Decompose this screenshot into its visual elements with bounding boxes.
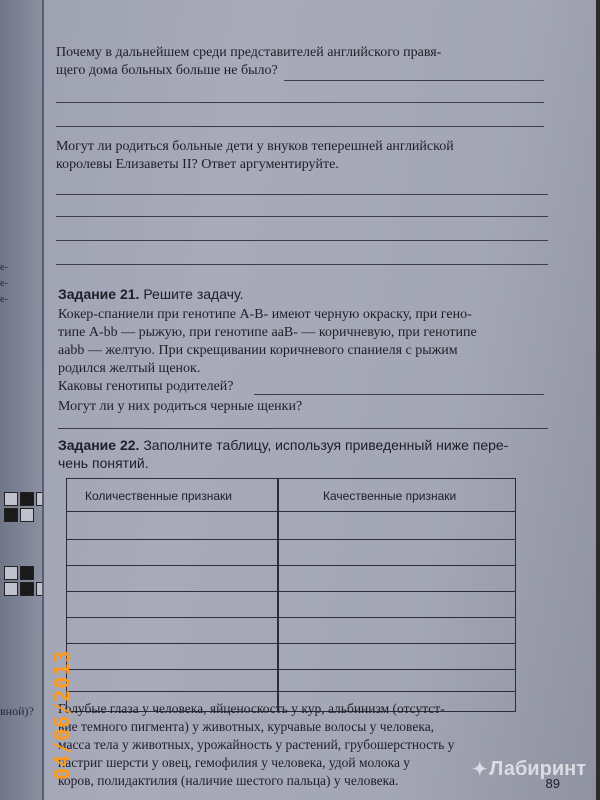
table-row-line: [67, 539, 515, 540]
watermark-text: Лабиринт: [489, 758, 586, 780]
traits-table: [66, 478, 516, 712]
answer-line[interactable]: [58, 428, 548, 429]
task-22-heading: [58, 436, 508, 454]
task-21-question-2: Могут ли у них родиться черные щенки?: [58, 399, 303, 414]
table-row-line: [67, 617, 515, 618]
question-2-line-1: Могут ли родиться больные дети у внуков теперешней английской: [56, 139, 454, 154]
table-divider: [277, 479, 279, 711]
edge-fragment: вной)?: [0, 704, 34, 718]
table-row-line: [67, 643, 515, 644]
task-21-question-1: Каковы генотипы родителей?: [58, 379, 234, 394]
answer-line[interactable]: [56, 216, 548, 217]
task-21-heading: [58, 285, 243, 303]
task-22-instruction: Заполните таблицу, используя приведенный ниже пере-: [143, 437, 509, 453]
table-header-qualitative: Качественные признаки: [323, 489, 457, 503]
edge-fragment: е-: [0, 262, 8, 273]
question-1-line-2: щего дома больных больше не было?: [56, 63, 278, 78]
concept-list-line-1: Голубые глаза у человека, яйценоскость у кур, альбинизм (отсутст-: [58, 701, 445, 716]
task-21-line-2: типе А-bb — рыжую, при генотипе ааВ- — коричневую, при генотипе: [58, 325, 477, 340]
table-row-line: [67, 691, 515, 692]
concept-list-line-3: масса тела у животных, урожайность у растений, грубошерстность у: [58, 737, 455, 752]
task-22-title: Задание 22.: [58, 437, 140, 453]
answer-line[interactable]: [56, 102, 544, 103]
task-21-line-1: Кокер-спаниели при генотипе А-В- имеют черную окраску, при гено-: [58, 307, 472, 322]
answer-line[interactable]: [56, 126, 544, 127]
table-header-quantitative: Количественные признаки: [85, 489, 232, 503]
watermark-logo: [472, 758, 586, 781]
answer-line[interactable]: [284, 80, 544, 81]
concept-list-line-4: настриг шерсти у овец, гемофилия у человека, удой молока у: [58, 755, 411, 770]
answer-line[interactable]: [56, 264, 548, 265]
question-1-line-1: Почему в дальнейшем среди представителей английского правя-: [56, 45, 442, 60]
answer-line[interactable]: [56, 194, 548, 195]
table-row-line: [67, 669, 515, 670]
table-row-line: [67, 565, 515, 566]
workbook-page: [42, 0, 596, 800]
pedigree-fragment: [4, 508, 36, 527]
photo-date-stamp: [50, 650, 74, 780]
task-22-instruction-line-2: чень понятий.: [58, 455, 149, 471]
answer-line[interactable]: [254, 394, 544, 395]
task-21-title: Задание 21.: [58, 286, 140, 302]
question-2-line-2: королевы Елизаветы II? Ответ аргументируйте.: [56, 157, 339, 172]
table-row-line: [67, 511, 515, 512]
page-number: 89: [545, 776, 560, 791]
date-stamp-text: 04/06/2013: [50, 649, 74, 780]
labyrinth-logo-icon: ✦: [472, 759, 488, 779]
task-21-line-3: ааbb — желтую. При скрещивании коричневого спаниеля с рыжим: [58, 343, 458, 358]
table-row-line: [67, 591, 515, 592]
task-21-instruction: Решите задачу.: [143, 286, 244, 302]
concept-list-line-5: коров, полидактилия (наличие шестого пальца) у человека.: [58, 773, 399, 788]
edge-fragment: е-: [0, 294, 8, 305]
edge-fragment: е-: [0, 278, 8, 289]
concept-list-line-2: вие темного пигмента) у животных, курчавые волосы у человека,: [58, 719, 435, 734]
answer-line[interactable]: [56, 240, 548, 241]
task-21-line-4: родился желтый щенок.: [58, 361, 201, 376]
